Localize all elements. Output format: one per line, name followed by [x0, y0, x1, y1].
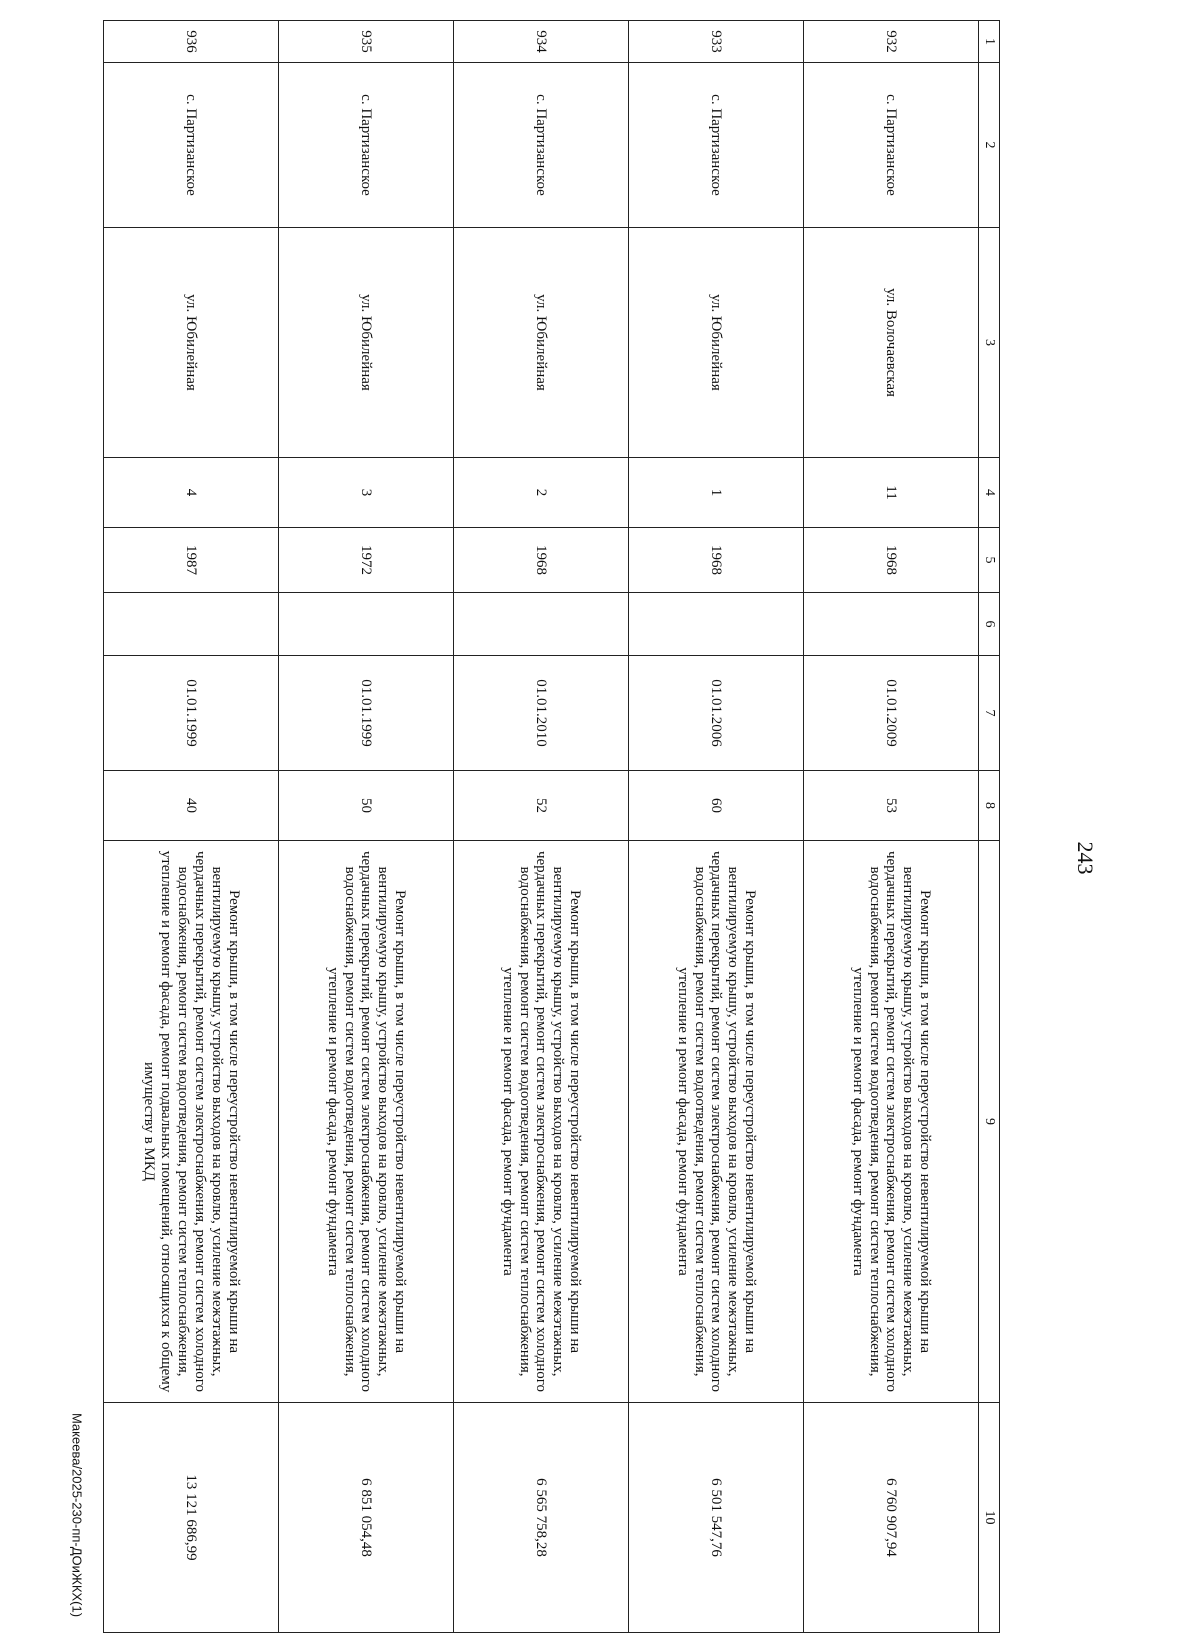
year-built-cell: 1968	[804, 528, 979, 593]
cost-cell: 6 851 054,48	[279, 1403, 454, 1633]
settlement-cell: с. Партизанское	[279, 63, 454, 228]
street-cell: ул. Юбилейная	[279, 228, 454, 458]
table-row	[454, 21, 629, 1633]
cost-cell: 13 121 686,99	[104, 1403, 279, 1633]
house-number-cell: 3	[279, 458, 454, 528]
year-built-cell: 1968	[454, 528, 629, 593]
cost-cell: 6 501 547,76	[629, 1403, 804, 1633]
column-6-cell	[104, 593, 279, 656]
page-number: 243	[1073, 841, 1098, 875]
register-table	[103, 20, 1000, 1633]
table-row	[104, 21, 279, 1633]
row-number: 934	[454, 21, 629, 63]
street-cell: ул. Юбилейная	[629, 228, 804, 458]
document-footer-code: Макеева/2025-230-пп-ДОиЖКХ(1)	[69, 1412, 85, 1618]
cost-cell: 6 760 907,94	[804, 1403, 979, 1633]
column-header-1: 1	[979, 21, 1000, 63]
row-number: 933	[629, 21, 804, 63]
wear-cell: 40	[104, 771, 279, 841]
column-6-cell	[454, 593, 629, 656]
table-row	[629, 21, 804, 1633]
house-number-cell: 11	[804, 458, 979, 528]
column-6-cell	[279, 593, 454, 656]
row-number: 935	[279, 21, 454, 63]
settlement-cell: с. Партизанское	[629, 63, 804, 228]
column-header-9: 9	[979, 841, 1000, 1403]
settlement-cell: с. Партизанское	[804, 63, 979, 228]
street-cell: ул. Юбилейная	[104, 228, 279, 458]
cost-cell: 6 565 758,28	[454, 1403, 629, 1633]
street-cell: ул. Волочаевская	[804, 228, 979, 458]
year-built-cell: 1968	[629, 528, 804, 593]
column-header-5: 5	[979, 528, 1000, 593]
column-header-8: 8	[979, 771, 1000, 841]
year-built-cell: 1972	[279, 528, 454, 593]
table-row	[804, 21, 979, 1633]
date-cell: 01.01.1999	[104, 656, 279, 771]
works-cell: Ремонт крыши, в том числе переустройство невентилируемой крыши на вентилируемую крышу, устройство выходов на кровлю, усиление межэтажных, чердачных перекрытий, ремонт систем электроснабжения, ремонт систем холодного водоснабжения, ремонт систем водоотведения, ремонт систем теплоснабжения, утепление и ремонт фасада, ремонт фундамента	[629, 841, 804, 1403]
column-6-cell	[629, 593, 804, 656]
works-cell: Ремонт крыши, в том числе переустройство невентилируемой крыши на вентилируемую крышу, устройство выходов на кровлю, усиление межэтажных, чердачных перекрытий, ремонт систем электроснабжения, ремонт систем холодного водоснабжения, ремонт систем водоотведения, ремонт систем теплоснабжения, утепление и ремонт фасада, ремонт фундамента	[454, 841, 629, 1403]
wear-cell: 52	[454, 771, 629, 841]
column-header-10: 10	[979, 1403, 1000, 1633]
row-number: 932	[804, 21, 979, 63]
row-number: 936	[104, 21, 279, 63]
date-cell: 01.01.2006	[629, 656, 804, 771]
column-number-row	[979, 21, 1000, 1633]
column-6-cell	[804, 593, 979, 656]
works-cell: Ремонт крыши, в том числе переустройство невентилируемой крыши на вентилируемую крышу, устройство выходов на кровлю, усиление межэтажных, чердачных перекрытий, ремонт систем электроснабжения, ремонт систем холодного водоснабжения, ремонт систем водоотведения, ремонт систем теплоснабжения, утепление и ремонт фасада, ремонт подвальных помещений, относящихся к общему имуществу в МКД	[104, 841, 279, 1403]
date-cell: 01.01.2010	[454, 656, 629, 771]
wear-cell: 53	[804, 771, 979, 841]
column-header-3: 3	[979, 228, 1000, 458]
column-header-6: 6	[979, 593, 1000, 656]
date-cell: 01.01.2009	[804, 656, 979, 771]
column-header-7: 7	[979, 656, 1000, 771]
house-number-cell: 4	[104, 458, 279, 528]
settlement-cell: с. Партизанское	[454, 63, 629, 228]
works-cell: Ремонт крыши, в том числе переустройство невентилируемой крыши на вентилируемую крышу, устройство выходов на кровлю, усиление межэтажных, чердачных перекрытий, ремонт систем электроснабжения, ремонт систем холодного водоснабжения, ремонт систем водоотведения, ремонт систем теплоснабжения, утепление и ремонт фасада, ремонт фундамента	[279, 841, 454, 1403]
column-header-4: 4	[979, 458, 1000, 528]
street-cell: ул. Юбилейная	[454, 228, 629, 458]
house-number-cell: 2	[454, 458, 629, 528]
year-built-cell: 1987	[104, 528, 279, 593]
wear-cell: 50	[279, 771, 454, 841]
wear-cell: 60	[629, 771, 804, 841]
house-number-cell: 1	[629, 458, 804, 528]
date-cell: 01.01.1999	[279, 656, 454, 771]
works-cell: Ремонт крыши, в том числе переустройство невентилируемой крыши на вентилируемую крышу, устройство выходов на кровлю, усиление межэтажных, чердачных перекрытий, ремонт систем электроснабжения, ремонт систем холодного водоснабжения, ремонт систем водоотведения, ремонт систем теплоснабжения, утепление и ремонт фасада, ремонт фундамента	[804, 841, 979, 1403]
register-table-container	[108, 20, 1000, 1632]
settlement-cell: с. Партизанское	[104, 63, 279, 228]
column-header-2: 2	[979, 63, 1000, 228]
table-row	[279, 21, 454, 1633]
